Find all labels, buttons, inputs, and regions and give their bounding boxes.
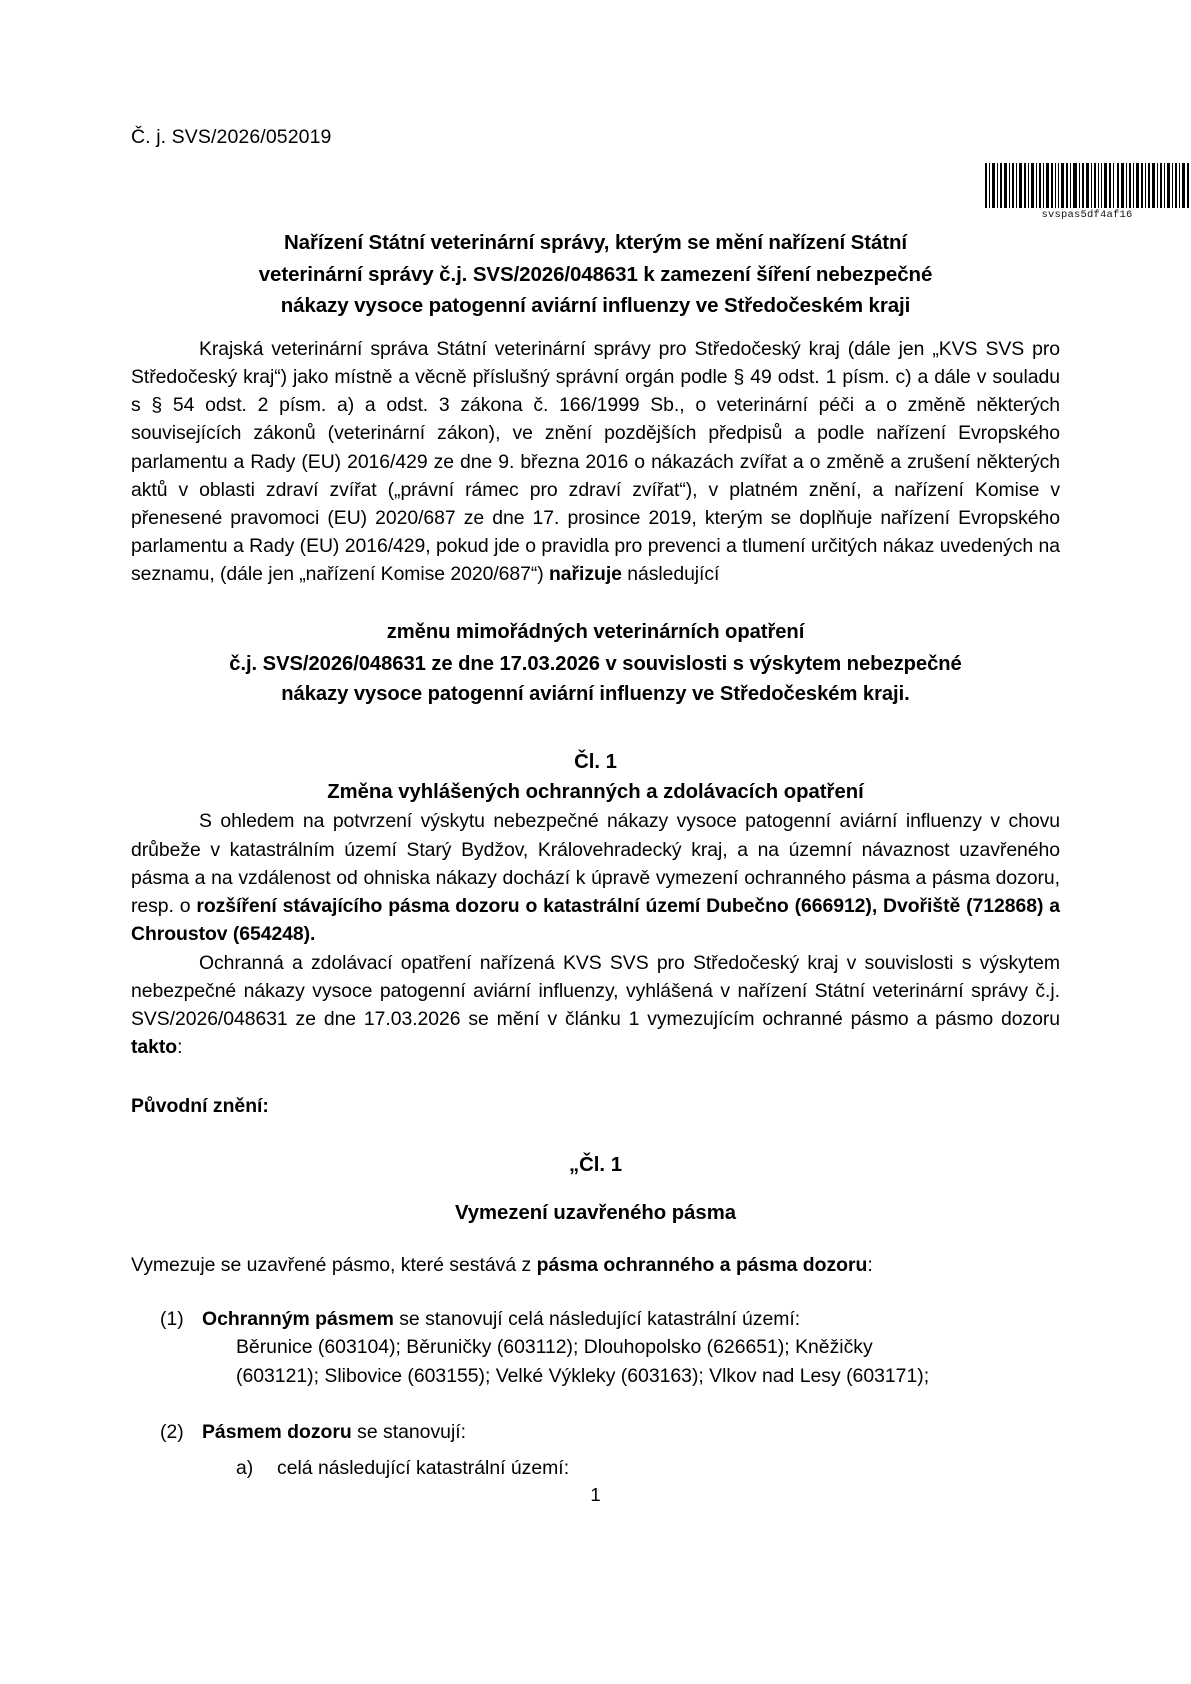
page-title [131,227,1060,320]
quoted-article-heading: „Čl. 1 [569,1153,622,1176]
title-line-2: veterinární správy č.j. SVS/2026/048631 k zamezení šíření nebezpečné [258,262,933,286]
article-1-paragraph-1 [131,807,1060,948]
document-file-number: Č. j. SVS/2026/052019 [131,126,332,148]
intro-text-after: následující [621,563,720,586]
protection-zone-rest: se stanovují celá následující katastrální území: [393,1307,801,1330]
surveillance-zone-rest: se stanovují: [351,1421,467,1444]
list-item-text [202,1418,1060,1446]
closed-zone-lead-plain: Vymezuje se uzavřené pásmo, které sestává z [131,1253,537,1276]
article-1-p2-bold: takto [131,1036,178,1059]
intro-text-before: Krajská veterinární správa Státní veterinární správy pro Středočeský kraj (dále jen „KVS SVS pro Středočeský kraj“) jako místně a věcně příslušný správní orgán podle § 49 odst. 1 písm. c) a dále v souladu s § 54 odst. 2 písm. a) a odst. 3 zákona č. 166/1999 Sb., o veterinární péči a o změně některých souvisejících zákonů (veterinární zákon), ve znění pozdějších předpisů a podle nařízení Evropského parlamentu a Rady (EU) 2016/429 ze dne 9. března 2016 o nákazách zvířat a o změně a zrušení některých aktů v oblasti zdraví zvířat („právní rámec pro zdraví zvířat“), v platném znění, a nařízení Komise v přenesené pravomoci (EU) 2020/687 ze dne 17. prosince 2019, kterým se doplňuje nařízení Evropského parlamentu a Rady (EU) 2016/429, pokud jde o pravidla pro prevenci a tlumení určitých nákaz uvedených na seznamu, (dále jen „nařízení Komise 2020/687“) [131,337,1060,586]
protection-zone-areas [160,1333,1060,1392]
list-item [131,1454,1060,1482]
barcode-image [983,163,1191,208]
list-item-text [202,1305,1060,1333]
article-1-p2-plain: Ochranná a zdolávací opatření nařízená KVS SVS pro Středočeský kraj v souvislosti s výskytem nebezpečné nákazy vysoce patogenní aviární influenzy, vyhlášená v nařízení Státní veterinární správy č.j. SVS/2026/048631 ze dne 17.03.2026 se mění v článku 1 vymezujícím ochranné pásmo a pásmo dozoru [131,951,1060,1031]
amendment-heading-line-2: č.j. SVS/2026/048631 ze dne 17.03.2026 v souvislosti s výskytem nebezpečné [229,652,962,675]
closed-zone-lead-bold: pásma ochranného a pásma dozoru [536,1253,868,1276]
article-1-p2-tail: : [177,1036,183,1059]
article-1-heading: Čl. 1 [574,750,617,773]
article-1-p1-plain: S ohledem na potvrzení výskytu nebezpečné nákazy vysoce patogenní aviární influenzy v chovu drůbeže v katastrálním území Starý Bydžov, Královehradecký kraj, a na územní návaznost uzavřeného pásma a na vzdálenost od ohniska nákazy dochází k úpravě vymezení ochranného pásma a pásma dozoru, resp. o [131,810,1060,918]
amendment-heading-line-1: změnu mimořádných veterinárních opatření [386,620,805,643]
letter-item-marker: a) [236,1457,254,1480]
article-1-p1-bold: rozšíření stávajícího pásma dozoru o katastrální území Dubečno (666912), Dvořiště (712868) a Chroustov (654248). [131,895,1060,946]
title-line-3: nákazy vysoce patogenní aviární influenzy ve Středočeském kraji [280,293,911,317]
list-item [131,1418,1060,1446]
amendment-heading-line-3: nákazy vysoce patogenní aviární influenzy ve Středočeském kraji. [281,683,910,706]
quoted-article-subheading: Vymezení uzavřeného pásma [454,1201,737,1224]
intro-paragraph [131,335,1060,589]
protection-zone-bold: Ochranným pásmem [202,1307,394,1330]
barcode-label: svspas5df4af16 [1041,209,1133,221]
original-wording-label: Původní znění: [131,1094,269,1117]
article-1-subheading: Změna vyhlášených ochranných a zdolávacích opatření [327,781,864,803]
list-item [131,1305,1060,1393]
closed-zone-lead-tail: : [867,1253,873,1276]
list-item-marker: (2) [160,1421,184,1444]
letter-item-text: celá následující katastrální území: [277,1457,570,1480]
surveillance-zone-bold: Pásmem dozoru [202,1421,352,1444]
cadastral-line: (603121); Slibovice (603155); Velké Výkleky (603163); Vlkov nad Lesy (603171); [236,1365,930,1388]
cadastral-line: Běrunice (603104); Běruničky (603112); Dlouhopolsko (626651); Kněžičky [236,1335,873,1358]
title-line-1: Nařízení Státní veterinární správy, kterým se mění nařízení Státní [283,231,908,255]
article-1-paragraph-2 [131,949,1060,1062]
page-number: 1 [590,1484,601,1505]
document-content [131,0,1060,1482]
barcode [983,163,1191,221]
closed-zone-lead [131,1251,1060,1279]
intro-bold-word: nařizuje [549,563,622,586]
list-item-marker: (1) [160,1307,184,1330]
